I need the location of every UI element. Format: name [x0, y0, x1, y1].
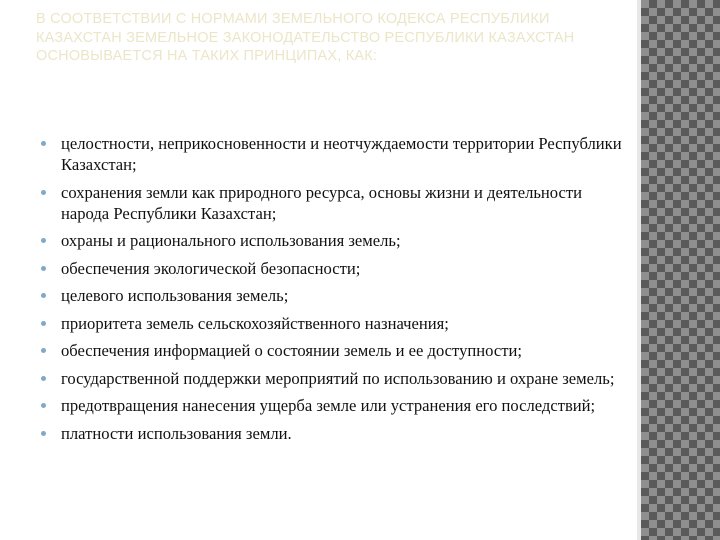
- bullet-item: [40, 313, 630, 334]
- bullet-dot-icon: [41, 376, 46, 381]
- bullet-item: [40, 133, 630, 175]
- bullet-dot-icon: [41, 190, 46, 195]
- bullet-dot-icon: [41, 266, 46, 271]
- bullet-item: [40, 423, 630, 444]
- bullet-dot-icon: [41, 403, 46, 408]
- bullet-text: приоритета земель сельскохозяйственного назначения;: [61, 313, 449, 333]
- bullet-item: [40, 395, 630, 416]
- bullet-text: обеспечения информацией о состоянии земель и ее доступности;: [61, 341, 522, 360]
- bullet-dot-icon: [41, 431, 46, 436]
- decorative-side-pattern: [641, 0, 720, 540]
- bullet-dot-icon: [41, 238, 46, 243]
- bullet-list: [40, 133, 630, 450]
- bullet-text: платности использования земли.: [61, 423, 292, 443]
- bullet-text: охраны и рационального использования земель;: [61, 231, 401, 250]
- bullet-text: предотвращения нанесения ущерба земле или устранения его последствий;: [61, 396, 596, 415]
- bullet-item: [40, 368, 630, 389]
- bullet-text: целевого использования земель;: [61, 286, 289, 305]
- bullet-dot-icon: [41, 293, 46, 298]
- bullet-item: [40, 258, 630, 279]
- bullet-text: сохранения земли как природного ресурса, основы жизни и деятельности народа Республики Казахстан;: [61, 182, 583, 223]
- bullet-dot-icon: [41, 141, 46, 146]
- bullet-dot-icon: [41, 321, 46, 326]
- bullet-item: [40, 182, 630, 224]
- bullet-text: обеспечения экологической безопасности;: [61, 258, 361, 278]
- slide-title: В СООТВЕТСТВИИ С НОРМАМИ ЗЕМЕЛЬНОГО КОДЕКСА РЕСПУБЛИКИ КАЗАХСТАН ЗЕМЕЛЬНОЕ ЗАКОНОДАТЕЛЬСТВО РЕСПУБЛИКИ КАЗАХСТАН ОСНОВЫВАЕТСЯ НА ТАКИХ ПРИНЦИПАХ, КАК:: [36, 11, 575, 64]
- bullet-item: [40, 285, 630, 306]
- bullet-item: [40, 340, 630, 361]
- bullet-text: целостности, неприкосновенности и неотчуждаемости территории Республики Казахстан;: [61, 134, 622, 174]
- bullet-item: [40, 230, 630, 251]
- bullet-dot-icon: [41, 348, 46, 353]
- bullet-text: государственной поддержки мероприятий по использованию и охране земель;: [61, 368, 615, 388]
